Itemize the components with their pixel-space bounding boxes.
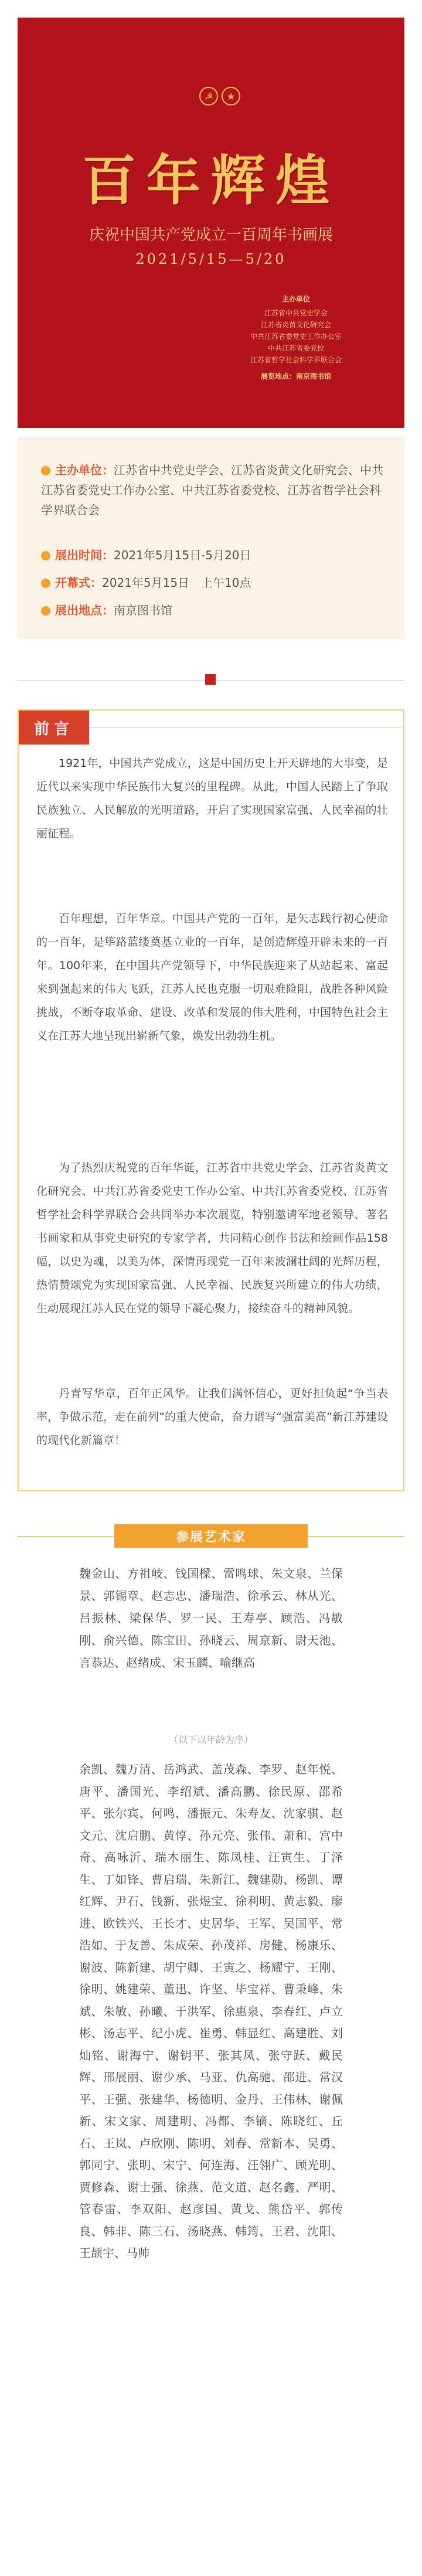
party-emblem	[199, 87, 240, 106]
hero-organizers	[223, 293, 369, 382]
preface-box	[18, 709, 404, 1491]
organizers-heading: 主办单位	[281, 295, 310, 303]
info-time: 展出时间：2021年5月15日-5月20日	[41, 545, 387, 565]
preface-paragraph: 百年理想，百年华章。中国共产党的一百年，是矢志践行初心使命的一百年，是筚路蓝缕奠基立业的一百年，是创造辉煌开辟未来的一百年。100年来，在中国共产党领导下，中华民族迎来了从站起来、富起来到强起来的伟大飞跃，江苏人民也克服一切艰难险阻，战胜各种风险挑战，不断夺取革命、建设、改革和发展的伟大胜利，中国特色社会主义在江苏大地呈现出崭新气象，焕发出勃勃生机。	[36, 912, 388, 1042]
hero-venue: 展览地点：南京图书馆	[260, 372, 331, 380]
hero-title: 百年辉煌	[81, 149, 340, 212]
info-host: 主办单位：江苏省中共党史学会、江苏省炎黄文化研究会、中共江苏省委党史工作办公室、中共江苏省委党校、江苏省哲学社会科学界联合会	[41, 463, 383, 517]
info-place: 展出地点：南京图书馆	[41, 600, 387, 620]
hero-date: 2021/5/15—5/20	[135, 251, 287, 267]
preface-paragraph: 为了热烈庆祝党的百年华诞，江苏省中共党史学会、江苏省炎黄文化研究会、中共江苏省委党史工作办公室、中共江苏省委党校、江苏省哲学社会科学界联合会共同举办本次展览，特别邀请军地老领导、著名书画家和从事党史研究的专家学者，共同精心创作书法和绘画作品158幅，以史为魂，以美为体，深情再现党一百年来波澜壮阔的光辉历程，热情赞颂党为实现国家富强、人民幸福、民族复兴所建立的伟大功绩，生动展现江苏人民在党的领导下凝心聚力，接续奋斗的精神风貌。	[36, 1161, 388, 1315]
bullet-dot-icon	[41, 606, 50, 616]
preface-tab-line	[89, 727, 402, 728]
bullet-dot-icon	[41, 551, 50, 560]
preface-tab: 前言	[19, 711, 89, 745]
info-opening: 开幕式：2021年5月15日 上午10点	[41, 573, 387, 593]
bullet-dot-icon	[41, 466, 50, 475]
anniversary-badge-icon: ★	[222, 87, 240, 106]
organizer-line: 中共江苏省委党校	[267, 344, 324, 352]
organizer-line: 江苏省中共党史学会	[264, 309, 328, 317]
hammer-sickle-icon: ☭	[199, 87, 218, 106]
hero-poster	[18, 18, 404, 428]
preface-paragraph: 1921年，中国共产党成立，这是中国历史上开天辟地的大事变，是近代以来实现中华民族伟大复兴的里程碑。从此，中国人民踏上了争取民族独立、人民解放的光明道路，开启了实现国家富强、人民幸福的壮丽征程。	[36, 757, 388, 840]
artists-heading-bar	[0, 1524, 422, 1548]
artist-list-main: 余凯、魏万清、岳鸿武、盖茂森、李罗、赵年悦、唐平、潘国光、李绍斌、潘高鹏、徐民原、邵希平、张尔宾、何鸣、潘振元、朱寿友、沈家骐、赵文元、沈启鹏、黄惇、孙元亮、张伟、萧和、宫中奇、高咏沂、瑞木丽生、陈凤桂、汪寅生、丁泽生、丁如锋、曹启瑞、朱新江、魏建勋、杨凯、谭红辉、尹石、钱新、张煜宝、徐利明、黄志毅、廖进、欧铁兴、王长才、史居华、王军、吴国平、常浩如、于友善、朱成荣、孙茂祥、房健、杨康乐、谢波、陈新建、胡宁卿、王寅之、杨耀宁、王刚、徐明、姚建荣、董迅、许坚、毕宝祥、曹秉峰、朱斌、朱敏、孙曦、于洪军、徐惠泉、李春红、卢立彬、汤志平、纪小虎、崔勇、韩显红、高建胜、刘灿铭、谢海宁、谢钥平、张其凤、张守跃、戴民辉、邢展丽、谢少承、马亚、仇高驰、邵进、常汉平、王强、张建华、杨德明、金丹、王伟林、谢佩新、宋文家、周建明、冯都、李镝、陈晓红、丘石、王岚、卢欣刚、陈明、刘春、常新本、吴勇、郭同宁、张明、宋宁、何连海、汪翎广、顾光明、贾修森、谢士强、徐燕、范文道、赵名鑫、严明、管春雷、李双阳、赵彦国、黄戈、熊岱平、郭传良、韩非、陈三石、汤晓燕、韩筠、王君、沈阳、王颉宇、马帅	[79, 1762, 343, 2260]
hero-subtitle: 庆祝中国共产党成立一百周年书画展	[89, 226, 333, 244]
divider-square-icon	[205, 674, 216, 685]
organizer-line: 中共江苏省委党史工作办公室	[250, 332, 342, 341]
exhibition-info	[18, 437, 404, 639]
artist-list-note: （以下以年龄为序）	[168, 1734, 253, 1745]
bullet-dot-icon	[41, 579, 50, 588]
artists-heading: 参展艺术家	[114, 1524, 308, 1548]
organizer-line: 江苏省炎黄文化研究会	[260, 321, 331, 329]
artist-list-leaders: 魏金山、方祖岐、钱国樑、雷鸣球、朱文泉、兰保景、郭锡章、赵志忠、潘瑞浩、徐承云、林从光、吕振林、梁保华、罗一民、王寿亭、顾浩、冯敏刚、俞兴德、陈宝田、孙晓云、周京新、尉天池、言恭达、赵绪成、宋玉麟、喻继高	[79, 1566, 343, 1670]
preface-paragraph: 丹青写华章，百年正风华。让我们满怀信心，更好担负起“争当表率，争做示范，走在前列”的重大使命，奋力谱写“强富美高”新江苏建设的现代化新篇章！	[36, 1387, 388, 1447]
organizer-line: 江苏省哲学社会科学界联合会	[250, 356, 342, 364]
